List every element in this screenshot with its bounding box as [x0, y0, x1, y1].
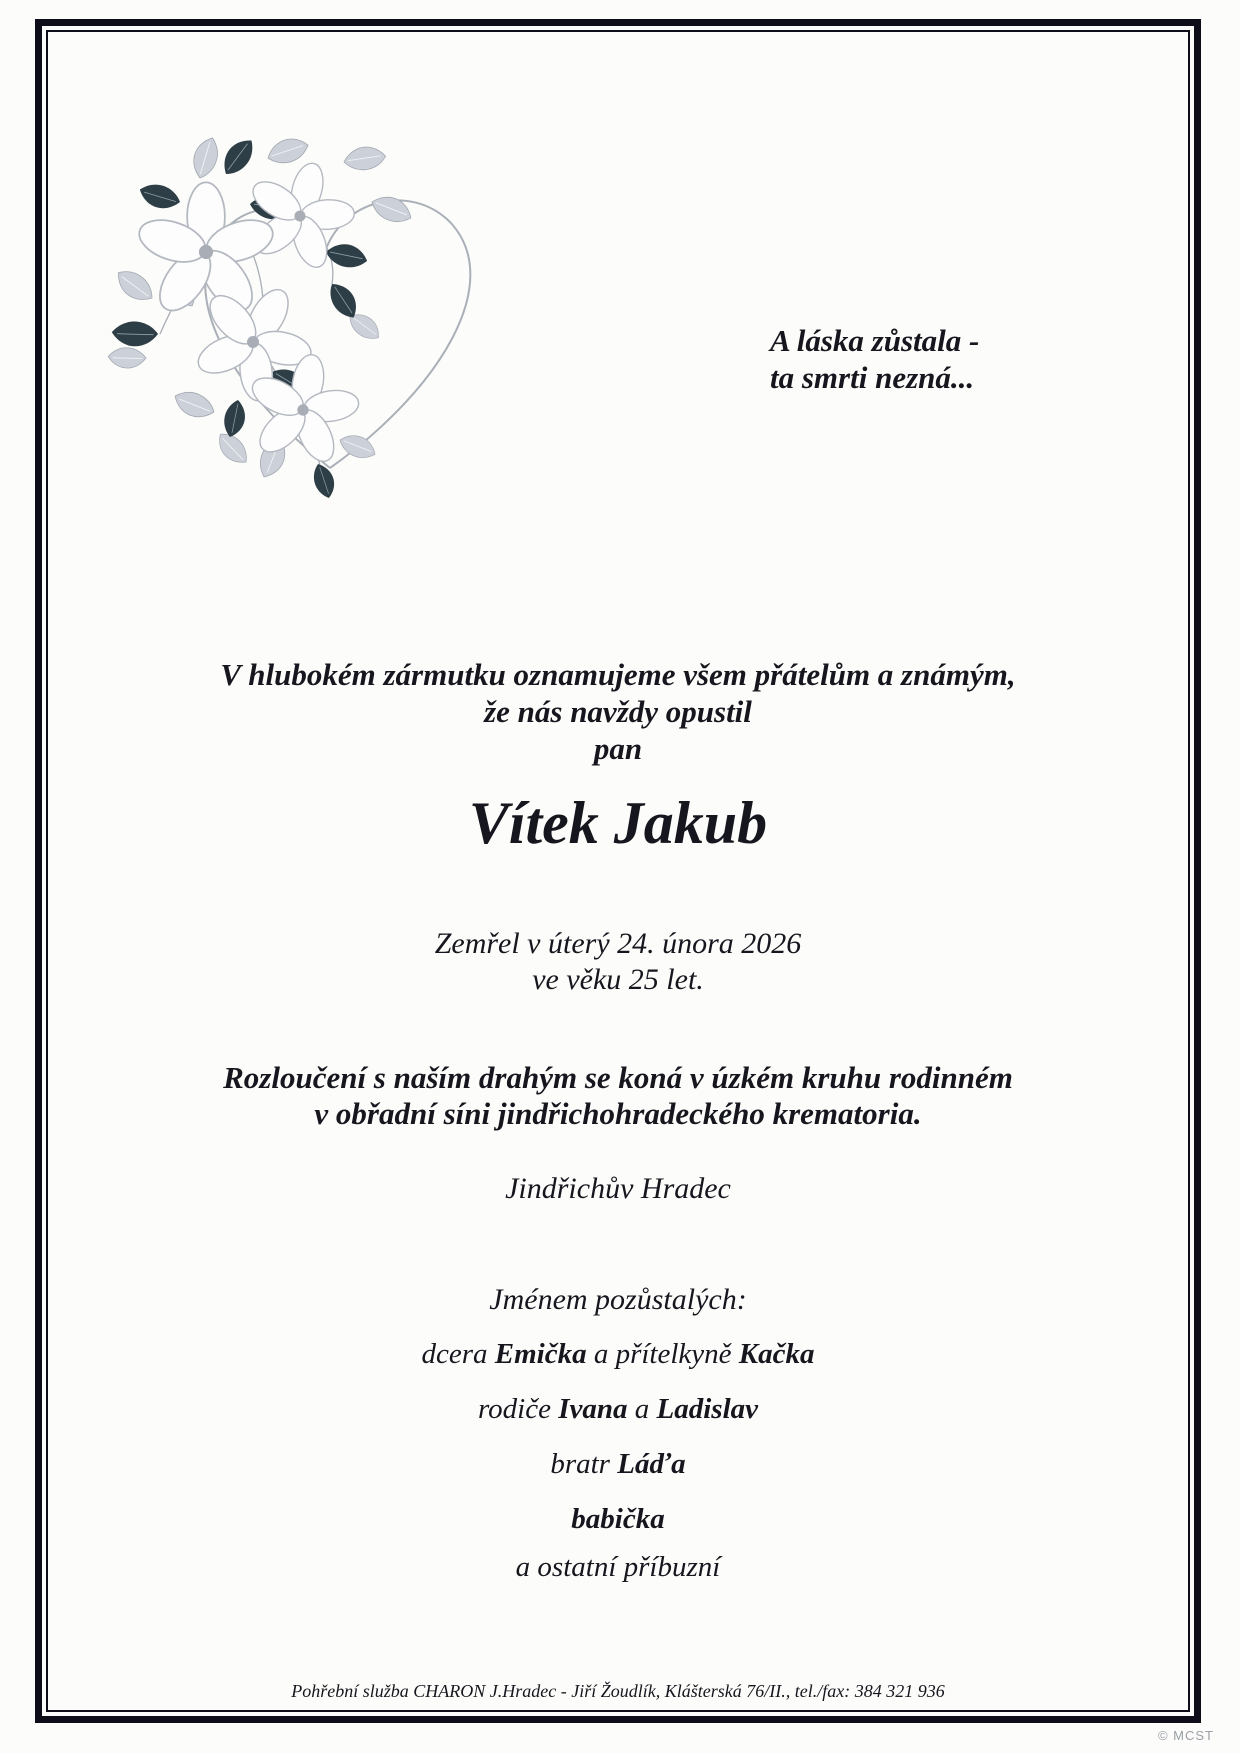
survivors-list — [0, 1327, 1236, 1547]
funeral-service-footer: Pohřební služba CHARON J.Hradec - Jiří Žoudlík, Klášterská 76/II., tel./fax: 384 321 936 — [291, 1681, 945, 1701]
survivor-row — [0, 1437, 1236, 1492]
survivor-name: Láďa — [617, 1448, 686, 1480]
farewell-line-2: v obřadní síni jindřichohradeckého krematoria. — [314, 1096, 922, 1131]
floral-heart-icon — [88, 110, 508, 510]
survivors-heading: Jménem pozůstalých: — [489, 1283, 747, 1316]
deceased-name: Vítek Jakub — [468, 790, 768, 856]
farewell-line-1: Rozloučení s naším drahým se koná v úzkém kruhu rodinném — [223, 1060, 1013, 1095]
survivor-relation: a — [627, 1393, 657, 1425]
survivor-row — [0, 1382, 1236, 1437]
survivor-name: Ladislav — [656, 1393, 759, 1425]
death-age-line: ve věku 25 let. — [532, 963, 704, 996]
death-date-line: Zemřel v úterý 24. února 2026 — [434, 927, 802, 960]
survivor-name: babička — [571, 1503, 665, 1535]
survivor-row — [0, 1327, 1236, 1382]
memorial-quote — [770, 322, 979, 396]
survivor-relation: bratr — [550, 1448, 618, 1480]
survivor-name: Kačka — [738, 1338, 815, 1370]
farewell-notice — [0, 1060, 1236, 1132]
watermark: © MCST — [1157, 1728, 1214, 1743]
survivor-relation: a přítelkyně — [586, 1338, 739, 1370]
announcement-line-1: V hlubokém zármutku oznamujeme všem přátelům a známým, — [220, 657, 1016, 692]
survivor-relation: dcera — [421, 1338, 495, 1370]
survivor-relation: rodiče — [477, 1393, 559, 1425]
survivor-name: Ivana — [558, 1393, 628, 1425]
announcement — [0, 656, 1236, 767]
death-info — [0, 926, 1236, 998]
survivor-name: Emička — [494, 1338, 587, 1370]
city: Jindřichův Hradec — [505, 1172, 731, 1205]
survivors-closing: a ostatní příbuzní — [515, 1551, 721, 1583]
survivor-row — [0, 1492, 1236, 1547]
announcement-line-2: že nás navždy opustil — [484, 694, 752, 729]
quote-line-1: A láska zůstala - — [770, 323, 980, 358]
quote-line-2: ta smrti nezná... — [770, 360, 975, 395]
announcement-line-3: pan — [593, 731, 643, 766]
